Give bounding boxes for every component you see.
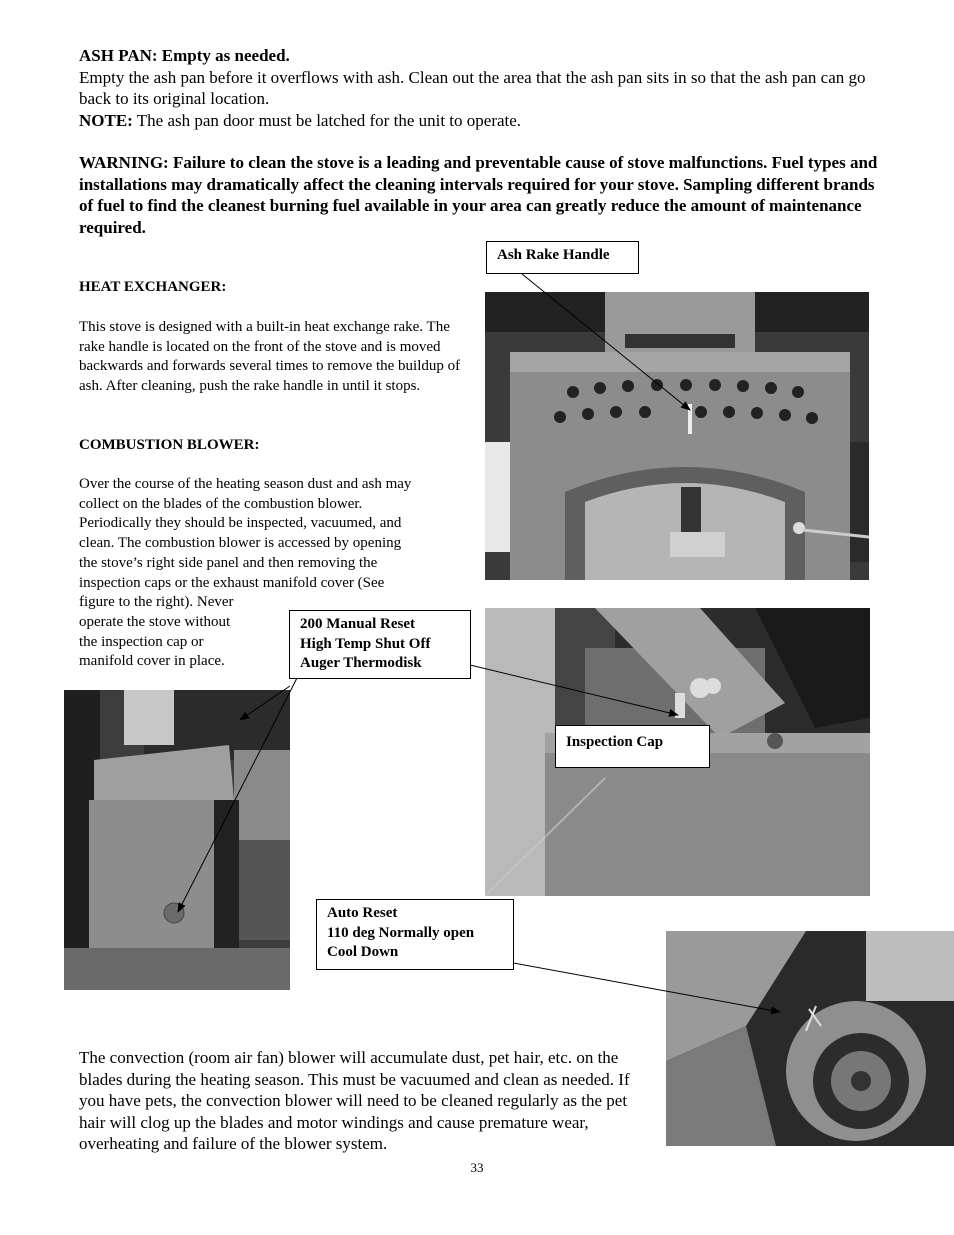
auto-reset-leader <box>470 955 780 1012</box>
body-line: Over the course of the heating season dust and ash may <box>79 476 412 492</box>
body-line: Periodically they should be inspected, vacuumed, and <box>79 515 402 532</box>
heat-exchanger-body: This stove is designed with a built-in heat exchange rake. The rake handle is located on the front of the stove and is moved backwards and forwards several times to remove the buildup of ash. After cleaning, push the rake handle in until it stops. <box>79 319 461 395</box>
ash-pan-heading: ASH PAN: Empty as needed. <box>79 46 290 65</box>
body-line: figure to the right). Never <box>79 594 234 611</box>
manual-reset-leader-1 <box>240 686 290 720</box>
manual-reset-label <box>289 610 471 679</box>
ash-pan-body: Empty the ash pan before it overflows with ash. Clean out the area that the ash pan sits in so that the ash pan can go back to its original location. <box>79 67 866 108</box>
ash-rake-handle-label: Ash Rake Handle <box>486 241 639 274</box>
auto-reset-label <box>316 899 514 970</box>
heat-exchanger-heading: HEAT EXCHANGER: <box>79 279 227 295</box>
inspection-cap-leader <box>470 665 678 715</box>
callout-line: 200 Manual Reset <box>300 616 415 632</box>
body-line: operate the stove without <box>79 613 231 630</box>
convection-body: The convection (room air fan) blower will accumulate dust, pet hair, etc. on the blades during the heating season. This must be vacuumed and clean as needed. If you have pets, the convection blower will need to be cleaned regularly as the pet hair will clog up the blades and motor windings and cause premature wear, overheating and failure of the blower system. <box>79 1048 630 1153</box>
body-line: manifold cover in place. <box>79 653 225 670</box>
ash-rake-leader <box>522 274 690 410</box>
callout-line: 110 deg Normally open <box>327 924 475 941</box>
body-line: the stove’s right side panel and then removing the <box>79 554 378 571</box>
body-line: the inspection cap or <box>79 633 204 650</box>
body-line: collect on the blades of the combustion blower. <box>79 495 363 512</box>
inspection-cap-label: Inspection Cap <box>555 725 710 768</box>
page-number: 33 <box>470 1160 484 1175</box>
callout-line: Cool Down <box>327 944 399 960</box>
combustion-blower-heading: COMBUSTION BLOWER: <box>79 437 260 453</box>
manual-reset-leader-2 <box>178 678 297 912</box>
callout-line: High Temp Shut Off <box>300 635 431 652</box>
callout-line: Auto Reset <box>327 905 398 921</box>
body-line: inspection caps or the exhaust manifold cover (See <box>79 574 385 591</box>
body-line: clean. The combustion blower is accessed by opening <box>79 535 402 552</box>
callout-line: Auger Thermodisk <box>300 655 422 671</box>
warning-text: WARNING: Failure to clean the stove is a leading and preventable cause of stove malfunctions. Fuel types and installations may dramatically affect the cleaning intervals required for your stove. Sampling different brands of fuel to find the cleanest burning fuel available in your area can greatly reduce the amount of maintenance required. <box>79 153 878 237</box>
note-text: The ash pan door must be latched for the unit to operate. <box>132 110 522 130</box>
note-label: NOTE: <box>79 110 133 130</box>
